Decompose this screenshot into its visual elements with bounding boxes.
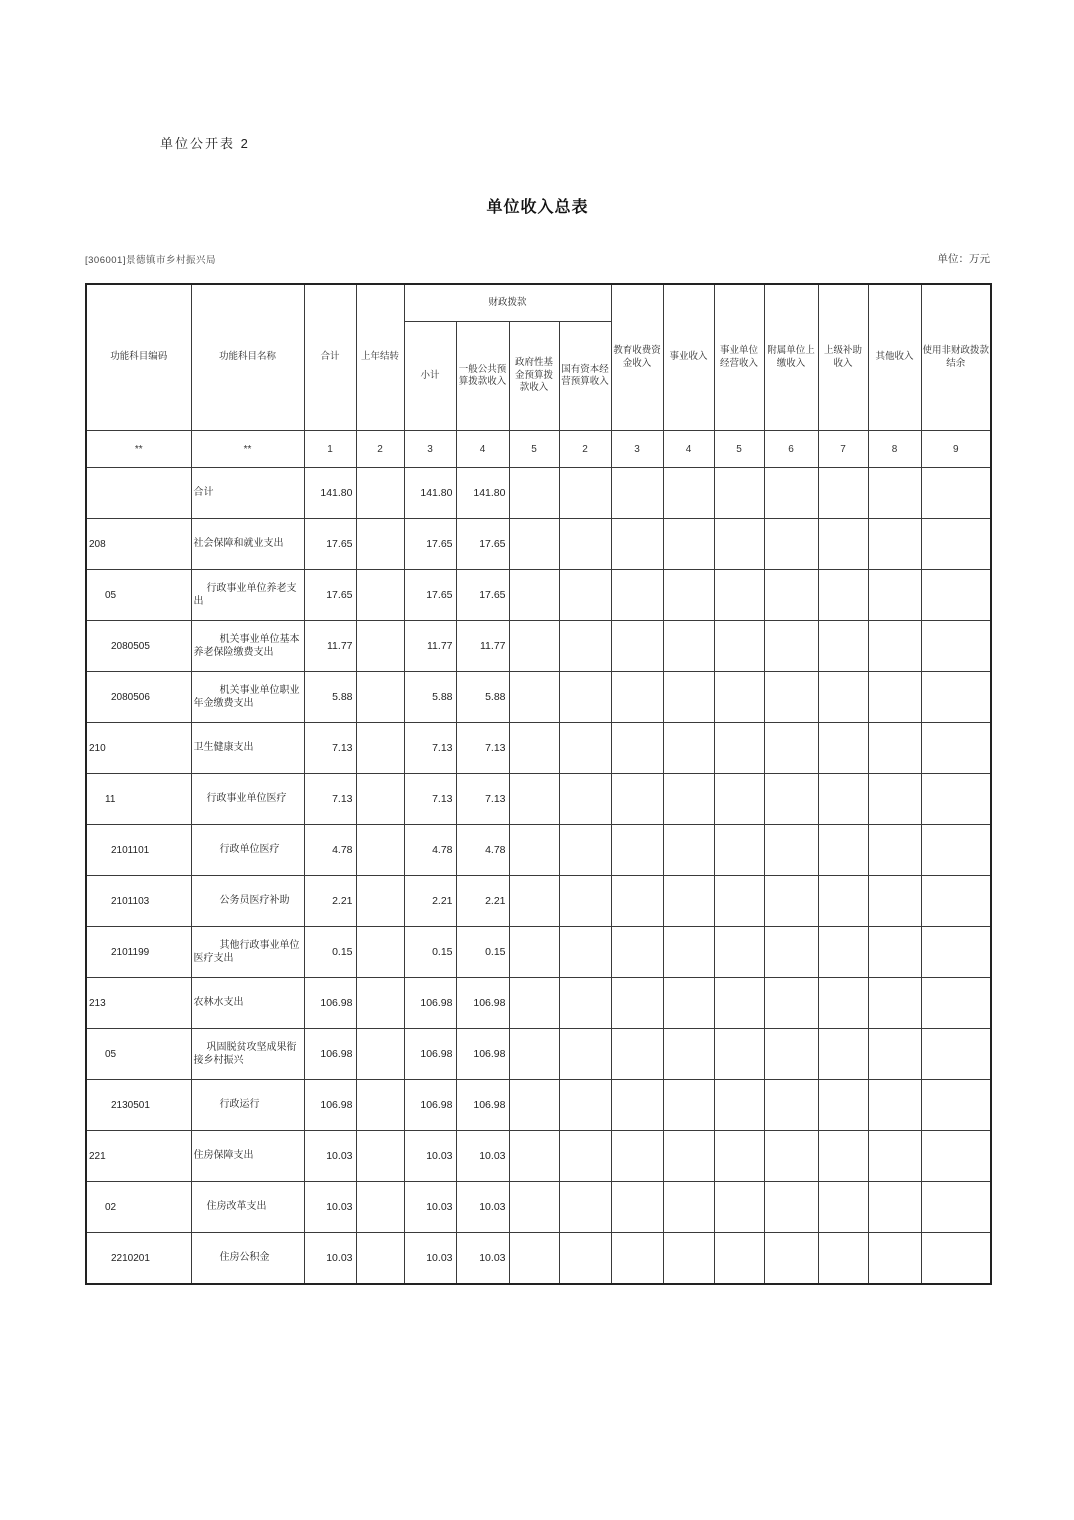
value-cell xyxy=(818,1182,868,1233)
value-cell: 17.65 xyxy=(304,519,356,570)
code-cell: 05 xyxy=(86,1029,191,1080)
value-cell xyxy=(868,1080,921,1131)
code-cell: 2101101 xyxy=(86,825,191,876)
table-row xyxy=(86,468,991,519)
value-cell: 17.65 xyxy=(456,519,509,570)
value-cell xyxy=(509,1182,559,1233)
col-header-government-fund-budget: 政府性基金预算拨款收入 xyxy=(509,322,559,431)
value-cell: 11.77 xyxy=(304,621,356,672)
value-cell xyxy=(663,927,714,978)
index-cell: 1 xyxy=(304,431,356,468)
unit-name: [306001]景德镇市乡村振兴局 xyxy=(85,255,216,266)
value-cell xyxy=(356,876,404,927)
table-row xyxy=(86,1131,991,1182)
value-cell xyxy=(559,825,611,876)
value-cell xyxy=(509,825,559,876)
value-cell xyxy=(921,570,991,621)
header-row-band xyxy=(86,284,991,322)
value-cell xyxy=(921,723,991,774)
value-cell xyxy=(611,1182,663,1233)
value-cell xyxy=(356,570,404,621)
code-cell: 2101199 xyxy=(86,927,191,978)
value-cell xyxy=(559,876,611,927)
value-cell: 0.15 xyxy=(304,927,356,978)
value-cell xyxy=(663,825,714,876)
value-cell xyxy=(818,927,868,978)
code-cell: 2101103 xyxy=(86,876,191,927)
value-cell: 106.98 xyxy=(456,1029,509,1080)
table-row xyxy=(86,825,991,876)
value-cell xyxy=(818,468,868,519)
value-cell xyxy=(356,621,404,672)
col-header-operating-income: 事业单位经营收入 xyxy=(714,284,764,431)
value-cell xyxy=(356,519,404,570)
value-cell xyxy=(509,621,559,672)
table-row xyxy=(86,672,991,723)
value-cell xyxy=(818,876,868,927)
code-cell: 208 xyxy=(86,519,191,570)
value-cell: 17.65 xyxy=(404,519,456,570)
value-cell xyxy=(611,825,663,876)
name-cell: 机关事业单位基本养老保险缴费支出 xyxy=(191,621,304,672)
name-cell: 住房公积金 xyxy=(191,1233,304,1285)
value-cell xyxy=(818,1029,868,1080)
value-cell: 7.13 xyxy=(404,774,456,825)
table-row xyxy=(86,876,991,927)
table-row xyxy=(86,723,991,774)
code-cell: 213 xyxy=(86,978,191,1029)
table-row xyxy=(86,621,991,672)
name-cell: 行政单位医疗 xyxy=(191,825,304,876)
value-cell: 106.98 xyxy=(404,1029,456,1080)
value-cell xyxy=(714,774,764,825)
value-cell xyxy=(868,723,921,774)
value-cell xyxy=(611,927,663,978)
value-cell xyxy=(356,978,404,1029)
value-cell xyxy=(509,672,559,723)
code-cell: 02 xyxy=(86,1182,191,1233)
value-cell xyxy=(818,621,868,672)
value-cell xyxy=(356,723,404,774)
value-cell xyxy=(559,723,611,774)
index-cell: 2 xyxy=(559,431,611,468)
value-cell xyxy=(559,672,611,723)
index-cell: 7 xyxy=(818,431,868,468)
value-cell xyxy=(559,621,611,672)
code-cell: 2130501 xyxy=(86,1080,191,1131)
value-cell xyxy=(663,876,714,927)
value-cell: 0.15 xyxy=(404,927,456,978)
value-cell xyxy=(714,672,764,723)
value-cell xyxy=(611,1131,663,1182)
value-cell: 10.03 xyxy=(304,1131,356,1182)
value-cell xyxy=(764,927,818,978)
value-cell xyxy=(509,570,559,621)
col-header-education-fee-income: 教育收费资金收入 xyxy=(611,284,663,431)
index-cell: 5 xyxy=(714,431,764,468)
value-cell xyxy=(921,774,991,825)
table-row xyxy=(86,978,991,1029)
value-cell xyxy=(559,1029,611,1080)
value-cell xyxy=(663,1233,714,1285)
value-cell: 7.13 xyxy=(404,723,456,774)
name-cell: 巩固脱贫攻坚成果衔接乡村振兴 xyxy=(191,1029,304,1080)
name-cell: 住房保障支出 xyxy=(191,1131,304,1182)
value-cell: 7.13 xyxy=(304,723,356,774)
code-cell: 2210201 xyxy=(86,1233,191,1285)
value-cell xyxy=(714,978,764,1029)
value-cell xyxy=(356,825,404,876)
value-cell xyxy=(714,1131,764,1182)
code-cell: 05 xyxy=(86,570,191,621)
value-cell: 141.80 xyxy=(456,468,509,519)
value-cell xyxy=(818,1233,868,1285)
value-cell xyxy=(611,468,663,519)
value-cell xyxy=(611,570,663,621)
value-cell: 10.03 xyxy=(404,1233,456,1285)
value-cell xyxy=(764,1182,818,1233)
value-cell: 106.98 xyxy=(404,978,456,1029)
name-cell: 农林水支出 xyxy=(191,978,304,1029)
value-cell: 5.88 xyxy=(304,672,356,723)
value-cell xyxy=(559,1182,611,1233)
value-cell xyxy=(764,621,818,672)
name-cell: 合计 xyxy=(191,468,304,519)
value-cell: 10.03 xyxy=(456,1233,509,1285)
value-cell xyxy=(611,978,663,1029)
index-cell: 3 xyxy=(611,431,663,468)
value-cell: 141.80 xyxy=(304,468,356,519)
value-cell xyxy=(356,672,404,723)
index-cell: 3 xyxy=(404,431,456,468)
index-cell: ** xyxy=(191,431,304,468)
table-row xyxy=(86,774,991,825)
value-cell: 2.21 xyxy=(304,876,356,927)
value-cell: 2.21 xyxy=(456,876,509,927)
value-cell xyxy=(921,927,991,978)
value-cell xyxy=(714,468,764,519)
value-cell: 4.78 xyxy=(456,825,509,876)
name-cell: 其他行政事业单位医疗支出 xyxy=(191,927,304,978)
value-cell xyxy=(509,927,559,978)
value-cell xyxy=(764,1029,818,1080)
value-cell xyxy=(764,672,818,723)
name-cell: 社会保障和就业支出 xyxy=(191,519,304,570)
col-header-fiscal-subtotal: 小计 xyxy=(404,322,456,431)
value-cell xyxy=(356,468,404,519)
value-cell xyxy=(356,927,404,978)
value-cell xyxy=(714,1182,764,1233)
value-cell xyxy=(509,1080,559,1131)
value-cell: 7.13 xyxy=(304,774,356,825)
value-cell xyxy=(611,876,663,927)
value-cell: 5.88 xyxy=(404,672,456,723)
name-cell: 行政事业单位养老支出 xyxy=(191,570,304,621)
value-cell: 0.15 xyxy=(456,927,509,978)
value-cell xyxy=(509,723,559,774)
value-cell xyxy=(509,1131,559,1182)
value-cell xyxy=(663,519,714,570)
value-cell: 4.78 xyxy=(304,825,356,876)
index-cell: 4 xyxy=(456,431,509,468)
value-cell xyxy=(921,1029,991,1080)
value-cell xyxy=(611,519,663,570)
value-cell xyxy=(921,519,991,570)
value-cell xyxy=(663,570,714,621)
value-cell: 106.98 xyxy=(456,978,509,1029)
page-label: 单位公开表 2 xyxy=(160,136,250,151)
value-cell xyxy=(714,825,764,876)
value-cell xyxy=(559,774,611,825)
value-cell xyxy=(356,1080,404,1131)
value-cell xyxy=(663,1080,714,1131)
value-cell xyxy=(818,1080,868,1131)
col-header-other-income: 其他收入 xyxy=(868,284,921,431)
value-cell: 17.65 xyxy=(304,570,356,621)
name-cell: 机关事业单位职业年金缴费支出 xyxy=(191,672,304,723)
value-cell: 106.98 xyxy=(304,978,356,1029)
col-header-carryover: 上年结转 xyxy=(356,284,404,431)
value-cell xyxy=(663,774,714,825)
value-cell xyxy=(868,978,921,1029)
value-cell xyxy=(764,468,818,519)
value-cell: 5.88 xyxy=(456,672,509,723)
value-cell xyxy=(764,1080,818,1131)
value-cell xyxy=(559,1233,611,1285)
col-header-superior-subsidy-income: 上级补助收入 xyxy=(818,284,868,431)
value-cell: 11.77 xyxy=(456,621,509,672)
value-cell xyxy=(868,1131,921,1182)
value-cell xyxy=(921,621,991,672)
value-cell xyxy=(921,876,991,927)
table-row xyxy=(86,1182,991,1233)
value-cell xyxy=(764,723,818,774)
value-cell xyxy=(921,825,991,876)
value-cell xyxy=(509,978,559,1029)
name-cell: 行政事业单位医疗 xyxy=(191,774,304,825)
value-cell: 2.21 xyxy=(404,876,456,927)
value-cell xyxy=(868,519,921,570)
value-cell xyxy=(356,1182,404,1233)
value-cell: 10.03 xyxy=(456,1182,509,1233)
name-cell: 卫生健康支出 xyxy=(191,723,304,774)
value-cell xyxy=(356,1233,404,1285)
value-cell: 10.03 xyxy=(304,1182,356,1233)
value-cell xyxy=(764,1233,818,1285)
value-cell xyxy=(764,978,818,1029)
index-cell: 5 xyxy=(509,431,559,468)
name-cell: 公务员医疗补助 xyxy=(191,876,304,927)
name-cell: 住房改革支出 xyxy=(191,1182,304,1233)
value-cell xyxy=(868,927,921,978)
value-cell: 10.03 xyxy=(404,1131,456,1182)
col-header-affiliate-remitted-income: 附属单位上缴收入 xyxy=(764,284,818,431)
value-cell xyxy=(559,978,611,1029)
value-cell xyxy=(868,570,921,621)
value-cell xyxy=(509,1233,559,1285)
value-cell xyxy=(868,468,921,519)
table-row xyxy=(86,1029,991,1080)
table-row xyxy=(86,1233,991,1285)
index-row xyxy=(86,431,991,468)
meta-line xyxy=(85,251,990,266)
value-cell xyxy=(559,927,611,978)
value-cell xyxy=(818,672,868,723)
value-cell: 106.98 xyxy=(404,1080,456,1131)
value-cell xyxy=(818,723,868,774)
value-cell xyxy=(611,1029,663,1080)
index-cell: 8 xyxy=(868,431,921,468)
value-cell xyxy=(818,825,868,876)
value-cell: 17.65 xyxy=(456,570,509,621)
value-cell xyxy=(714,1029,764,1080)
value-cell: 10.03 xyxy=(404,1182,456,1233)
value-cell xyxy=(714,1233,764,1285)
value-cell xyxy=(509,468,559,519)
value-cell xyxy=(818,570,868,621)
value-cell xyxy=(868,621,921,672)
code-cell: 2080506 xyxy=(86,672,191,723)
value-cell xyxy=(559,1080,611,1131)
value-cell: 11.77 xyxy=(404,621,456,672)
value-cell xyxy=(663,1029,714,1080)
value-cell xyxy=(868,825,921,876)
index-cell: ** xyxy=(86,431,191,468)
value-cell: 106.98 xyxy=(304,1080,356,1131)
value-cell xyxy=(663,1182,714,1233)
value-cell xyxy=(868,774,921,825)
value-cell xyxy=(559,570,611,621)
code-cell xyxy=(86,468,191,519)
value-cell xyxy=(714,621,764,672)
value-cell xyxy=(356,774,404,825)
value-cell xyxy=(818,978,868,1029)
value-cell xyxy=(663,978,714,1029)
value-cell xyxy=(356,1131,404,1182)
table-row xyxy=(86,519,991,570)
code-cell: 2080505 xyxy=(86,621,191,672)
value-cell: 17.65 xyxy=(404,570,456,621)
value-cell xyxy=(509,1029,559,1080)
value-cell xyxy=(714,519,764,570)
col-header-nonfiscal-balance: 使用非财政拨款结余 xyxy=(921,284,991,431)
value-cell xyxy=(921,1182,991,1233)
value-cell xyxy=(921,672,991,723)
value-cell xyxy=(818,519,868,570)
value-cell xyxy=(509,519,559,570)
value-cell xyxy=(714,570,764,621)
code-cell: 221 xyxy=(86,1131,191,1182)
index-cell: 9 xyxy=(921,431,991,468)
col-header-function-name: 功能科目名称 xyxy=(191,284,304,431)
page-title: 单位收入总表 xyxy=(486,199,589,216)
value-cell xyxy=(611,621,663,672)
value-cell xyxy=(921,1233,991,1285)
value-cell xyxy=(663,1131,714,1182)
value-cell xyxy=(868,1029,921,1080)
value-cell xyxy=(509,774,559,825)
value-cell xyxy=(611,672,663,723)
value-cell xyxy=(868,1233,921,1285)
value-cell xyxy=(559,1131,611,1182)
table-row xyxy=(86,927,991,978)
col-header-total: 合计 xyxy=(304,284,356,431)
table-body xyxy=(86,468,991,1285)
value-cell xyxy=(611,723,663,774)
value-cell: 10.03 xyxy=(456,1131,509,1182)
value-cell xyxy=(663,468,714,519)
value-cell: 10.03 xyxy=(304,1233,356,1285)
table-row xyxy=(86,570,991,621)
value-cell xyxy=(921,1131,991,1182)
value-cell xyxy=(818,774,868,825)
col-header-business-income: 事业收入 xyxy=(663,284,714,431)
income-table xyxy=(85,283,992,1285)
value-cell xyxy=(921,1080,991,1131)
value-cell xyxy=(356,1029,404,1080)
value-cell xyxy=(764,774,818,825)
value-cell xyxy=(764,825,818,876)
value-cell xyxy=(868,672,921,723)
value-cell xyxy=(764,876,818,927)
value-cell xyxy=(714,876,764,927)
value-cell xyxy=(611,1080,663,1131)
col-header-state-capital-budget: 国有资本经营预算收入 xyxy=(559,322,611,431)
value-cell xyxy=(559,468,611,519)
value-cell xyxy=(714,1080,764,1131)
value-cell xyxy=(663,672,714,723)
value-cell xyxy=(764,1131,818,1182)
value-cell xyxy=(611,774,663,825)
value-cell xyxy=(921,468,991,519)
value-cell xyxy=(559,519,611,570)
value-cell xyxy=(921,978,991,1029)
value-cell: 7.13 xyxy=(456,774,509,825)
col-header-general-public-budget: 一般公共预算拨款收入 xyxy=(456,322,509,431)
unit-measure-label: 单位：万元 xyxy=(937,253,990,265)
code-cell: 11 xyxy=(86,774,191,825)
value-cell xyxy=(764,570,818,621)
value-cell xyxy=(663,621,714,672)
value-cell: 4.78 xyxy=(404,825,456,876)
col-header-function-code: 功能科目编码 xyxy=(86,284,191,431)
index-cell: 2 xyxy=(356,431,404,468)
index-cell: 4 xyxy=(663,431,714,468)
value-cell xyxy=(611,1233,663,1285)
table-row xyxy=(86,1080,991,1131)
value-cell xyxy=(714,723,764,774)
value-cell xyxy=(509,876,559,927)
value-cell xyxy=(818,1131,868,1182)
value-cell: 106.98 xyxy=(456,1080,509,1131)
code-cell: 210 xyxy=(86,723,191,774)
index-cell: 6 xyxy=(764,431,818,468)
value-cell xyxy=(714,927,764,978)
value-cell: 106.98 xyxy=(304,1029,356,1080)
value-cell xyxy=(764,519,818,570)
col-header-fiscal-group: 财政拨款 xyxy=(404,284,611,322)
name-cell: 行政运行 xyxy=(191,1080,304,1131)
value-cell xyxy=(868,1182,921,1233)
value-cell: 7.13 xyxy=(456,723,509,774)
value-cell xyxy=(663,723,714,774)
value-cell: 141.80 xyxy=(404,468,456,519)
value-cell xyxy=(868,876,921,927)
